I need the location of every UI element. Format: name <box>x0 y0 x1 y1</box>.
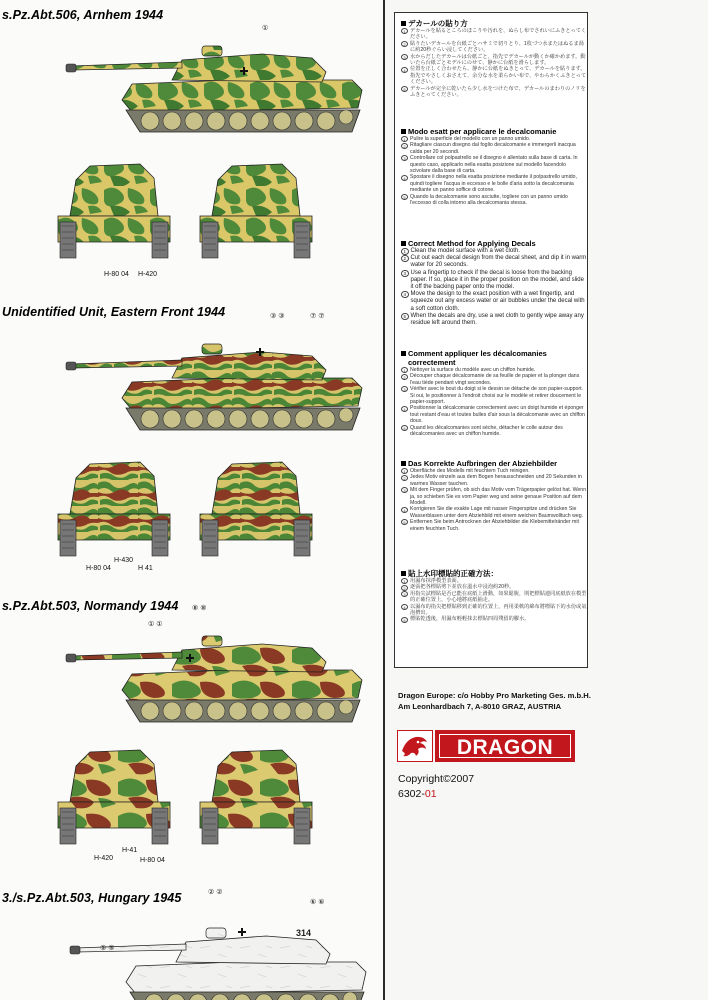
callout-h0404: H-80 04 <box>86 565 111 572</box>
callout-h420b: H-420 <box>94 855 114 862</box>
instructions-italian-title: Modo esatt per applicare le decalcomanie <box>408 127 557 136</box>
instructions-french: Comment appliquer les décalcomanies correctement 1 Nettoyer la surface du modèle avec un chiffon humide. 2 Découper chaque décalcomanie de sa feuille de papier et la plonger dans l'eau tiède pendant vingt secondes. 3 Vérifier avec le bout du doigt si le dessin se détache de son papier-support. Si oui, le positionner à l'endroit choisi sur le modèle et retirer doucement le papier-support. 4 Positionner la décalcomanie correctement avec un doigt humide et éponger tout restant d'eau et toutes bulles d'air sous la décalcomanie avec un chiffon doux. 5 Quand les décalcomanies sont sèche, détacher le colle autour des décalcomanies avec un chiffon humide. <box>401 349 587 437</box>
callout-1: ① <box>262 25 269 32</box>
kit-code-suffix: 01 <box>424 788 437 800</box>
tank-rear-view-3 <box>200 736 330 866</box>
callout-h420-1: H-420 <box>138 271 158 278</box>
tank-front-view-1 <box>58 150 188 278</box>
kit-code-prefix: 6302- <box>398 788 425 800</box>
callout-h430: H-430 <box>114 557 134 564</box>
callout-66: ⑥ ⑥ <box>310 899 325 906</box>
copyright-text: Copyright©2007 <box>398 773 475 785</box>
decal-instructions-panel <box>394 12 588 668</box>
instruction-item: Cut out each decal design from the decal sheet, and dip it in warm water for 20 seconds. <box>410 255 587 269</box>
dragon-wordmark <box>435 730 575 762</box>
profile-caption-1: s.Pz.Abt.506, Arnhem 1944 <box>2 8 164 22</box>
kit-code <box>398 787 474 802</box>
tank-profile-side-3 <box>20 600 380 730</box>
tank-front-view-2 <box>58 448 188 578</box>
instruction-item: Jedes Motiv einzeln aus dem Bogen herausschneiden und 20 Sekunden in warmes Wasser tauchen. <box>410 474 582 487</box>
instruction-item: 逐張把各標貼剪下並放在溫水中浸泡約20秒。 <box>410 584 515 591</box>
instructions-german-title: Das Korrekte Aufbringen der Abziehbilder <box>408 459 558 468</box>
instruction-item: 用指尖試標貼是否已能在底紙上滑動，如果鬆脫，則把標貼連同底紙放在模型的正確位置上，小心地將底紙抽走。 <box>410 590 587 604</box>
copyright-block <box>398 772 474 802</box>
instructions-french-title: Comment appliquer les décalcomanies correctement <box>408 349 547 367</box>
callout-77: ⑦ ⑦ <box>310 313 325 320</box>
instruction-item: Oberfläche des Modells mit feuchtem Tuch reinigen. <box>410 468 530 474</box>
instruction-item: 貼りたいデカールを台紙ごとハサミで切りとり、1枚づつ水またはぬるま湯に約20秒ぐらい浸してください。 <box>410 40 584 54</box>
profile-caption-3: s.Pz.Abt.503, Normandy 1944 <box>2 599 179 613</box>
instructions-chinese-title: 貼上水印標貼的正確方法： <box>408 569 498 578</box>
instruction-item: Vérifier avec le bout du doigt si le dessin se détache de son papier-support. Si oui, le positionner à l'endroit choisi sur le modèle et retirer doucement le papier-support. <box>410 386 584 406</box>
tank-rear-view-1 <box>200 150 330 270</box>
instruction-item: 水からだしたデカールは台紙ごと、指先でデカールが動くか確かめます。動いたら台紙ごとモデルにのせて、静かに台紙を滑らします。 <box>410 53 586 67</box>
brand-name: DRAGON <box>439 734 571 758</box>
instruction-item: Quando la decalcomanie sono asciutte, togliere con un panno umido l'eccesso di colla intorno alla decalcomania stessa. <box>410 193 568 207</box>
distributor-line-1: Dragon Europe: c/o Hobby Pro Marketing Ges. m.b.H. <box>398 691 591 700</box>
instruction-item: Spostare il disegno nella esatta posizione mediante il polpastrello umido, quindi togliere l'acqua in eccesso e le bolle d'aria sotto la decalcomania mediante un panno soffice di cotone. <box>410 174 577 194</box>
instruction-item: Nettoyer la surface du modèle avec un chiffon humide. <box>410 367 536 373</box>
instructions-english-title: Correct Method for Applying Decals <box>408 239 536 248</box>
instructions-italian: Modo esatt per applicare le decalcomanie 1 Pulire la superficie del modello con un panno umido. 2 Ritagliare ciascun disegno dal foglio decalcomanie e immergerli inacqua calda per 20 secondi. 3 Controllare col polpastrello se il disegno è allentato sulla base di carta. In questo caso, applicarlo nella esatta posizione sul modello facendolo scivolare dalla base di carta. 4 Spostare il disegno nella esatta posizione mediante il polpastrello umido, quindi togliere l'acqua in eccesso e le bolle d'aria sotto la decalcomania mediante un panno soffice di cotone. 5 Quando la decalcomanie sono asciutte, togliere con un panno umido l'eccesso di colla intorno alla decalcomania stessa. <box>401 127 587 206</box>
callout-22: ② ② <box>208 889 223 896</box>
tank-front-view-3 <box>58 736 188 866</box>
instructions-japanese-title: デカールの貼り方 <box>408 19 468 28</box>
distributor-address <box>398 690 598 712</box>
instructions-german: Das Korrekte Aufbringen der Abziehbilder 1 Oberfläche des Modells mit feuchtem Tuch reinigen. 2 Jedes Motiv einzeln aus dem Bogen herausschneiden und 20 Sekunden in warmes Wasser tauchen. 3 Mit dem Finger prüfen, ob sich das Motiv vom Trägerpapier gelöst hat. Wenn ja, so schieben Sie es vom Papier weg und seine genaue Position auf dem Modell. 4 Korrigieren Sie die exakte Lage mit nasser Fingerspitze und drücken Sie Wasserblasen unter dem Abziehbild mit einem weichen Baumwolltuch weg. 5 Entfernen Sie beim Antrocknen der Abziehbilder die Klebemittelränder mit einem feuchten Tuch. <box>401 459 587 532</box>
dragon-logo <box>397 730 575 762</box>
instruction-item: Quand les décalcomanies sont sèche, détacher le colle autour des décalcomanies avec un chiffon humide. <box>410 424 563 438</box>
instruction-item: Move the design to the exact position with a wet fingertip, and squeeze out any excess water or air bubbles under the decal with a soft cotton cloth. <box>410 291 585 312</box>
instruction-item: When the decals are dry, use a wet cloth to gently wipe away any residue left around them. <box>410 312 584 327</box>
instruction-item: Korrigieren Sie die exakte Lage mit nasser Fingerspitze und drücken Sie Wasserblasen unter dem Abziehbild mit einem weichen Baumwolltuch weg. <box>410 506 584 519</box>
callout-33: ③ ③ <box>270 313 285 320</box>
instruction-item: Mit dem Finger prüfen, ob sich das Motiv vom Trägerpapier gelöst hat. Wenn ja, so schieben Sie es vom Papier weg und seine genaue Position auf dem Modell. <box>410 487 587 507</box>
page-divider <box>383 0 385 1000</box>
instruction-item: Pulire la superficie del modello con un panno umido. <box>410 136 531 142</box>
callout-h04b: H-80 04 <box>140 857 165 864</box>
instruction-item: 標貼乾透後，用濕布輕輕抹去標貼四周殘留的膠水。 <box>410 616 530 623</box>
instructions-japanese: デカールの貼り方 1 デカールを貼るところのほこりや汚れを、ぬらし布でされいにふきとってください。 2 貼りたいデカールを台紙ごとハサミで切りとり、1枚づつ水またはぬるま湯に約20秒ぐらい浸してください。 3 水からだしたデカールは台紙ごと、指先でデカールが動くか確かめます。動いたら台紙ごとモデルにのせて、静かに台紙を滑らします。 4 位置を正しく合わせたら、静かに台紙をぬきとって、デカールを貼ります。指先でやさしくおさえて、余分な水を柔らかい布で、やわらかくふきとってください。 5 デカールが完全に乾いたら少し水をつけた布で、デカールのまわりのノリをふきとってください。 <box>401 19 587 98</box>
instructions-english: Correct Method for Applying Decals 1 Clean the model surface with a wet cloth. 2 Cut out each decal design from the decal sheet, and dip it in warm water for 20 seconds. 3 Use a fingertip to check if the decal is loose from the backing paper. If so, place it in the proper position on the model, and slide it off the backing paper onto the model. 4 Move the design to the exact position with a wet fingertip, and squeeze out any excess water or air bubbles under the decal with a soft cotton cloth. 5 When the decals are dry, use a wet cloth to gently wipe away any residue left around them. <box>401 239 587 327</box>
instruction-item: Ritagliare ciascun disegno dal foglio decalcomanie e immergerli inacqua calda per 20 secondi. <box>410 142 576 155</box>
instruction-item: Controllare col polpastrello se il disegno è allentato sulla base di carta. In questo caso, applicarlo nella esatta posizione sul modello facendolo scivolare dalla base di carta. <box>410 155 578 175</box>
instruction-item: デカールが完全に乾いたら少し水をつけた布で、デカールのまわりのノリをふきとってください。 <box>410 85 586 99</box>
tank-profile-side-2 <box>20 306 380 436</box>
distributor-line-2: Am Leonhardbach 7, A-8010 GRAZ, AUSTRIA <box>398 702 562 711</box>
callout-88: ⑧ ⑧ <box>192 605 207 612</box>
tank-profile-side-1 <box>66 16 386 136</box>
callout-h41b: H-41 <box>122 847 138 854</box>
callout-h41: H 41 <box>138 565 153 572</box>
profile-caption-4: 3./s.Pz.Abt.503, Hungary 1945 <box>2 891 182 905</box>
dragon-emblem-icon <box>397 730 433 762</box>
instructions-chinese: 貼上水印標貼的正確方法： 1 用濕布抹淨模型表面。 2 逐張把各標貼剪下並放在溫水中浸泡約20秒。 3 用指尖試標貼是否已能在底紙上滑動，如果鬆脫，則把標貼連同底紙放在模型的正確位置上，小心地將底紙抽走。 4 以濕布的指尖把標貼移到正確的位置上，再用柔軟的綿布將標貼下的水份或氣泡擠出。 5 標貼乾透後，用濕布輕輕抹去標貼四周殘留的膠水。 <box>401 569 587 623</box>
callout-11: ① ① <box>148 621 163 628</box>
callout-55: ⑤ ⑤ <box>100 945 115 952</box>
instruction-item: 以濕布的指尖把標貼移到正確的位置上，再用柔軟的綿布將標貼下的水份或氣泡擠出。 <box>410 603 587 617</box>
instruction-item: Entfernen Sie beim Antrocknen der Abziehbilder die Klebemittelränder mit einem feuchten Tuch. <box>410 519 579 532</box>
callout-h04-1: H-80 04 <box>104 271 129 278</box>
instruction-item: デカールを貼るところのほこりや汚れを、ぬらし布でされいにふきとってください。 <box>410 28 587 41</box>
turret-number: 314 <box>296 928 312 938</box>
tank-profile-side-4 <box>30 884 380 1000</box>
instruction-item: 用濕布抹淨模型表面。 <box>410 578 462 584</box>
instruction-item: Use a fingertip to check if the decal is loose from the backing paper. If so, place it in the proper position on the model, and slide it off the backing paper onto the model. <box>410 269 584 291</box>
profile-caption-2: Unidentified Unit, Eastern Front 1944 <box>2 305 226 319</box>
tank-rear-view-2 <box>200 448 330 578</box>
instruction-item: Positionner la décalcomanie correctement avec un doigt humide et éponger tout restant d'eau et toutes bulles d'air sous la décalcomanie avec un chiffon doux. <box>410 405 585 425</box>
instruction-item: Clean the model surface with a wet cloth. <box>410 248 520 254</box>
instruction-item: Découper chaque décalcomanie de sa feuille de papier et la plonger dans l'eau tiède pendant vingt secondes. <box>410 373 580 386</box>
instruction-item: 位置を正しく合わせたら、静かに台紙をぬきとって、デカールを貼ります。指先でやさしくおさえて、余分な水を柔らかい布で、やわらかくふきとってください。 <box>410 66 587 86</box>
